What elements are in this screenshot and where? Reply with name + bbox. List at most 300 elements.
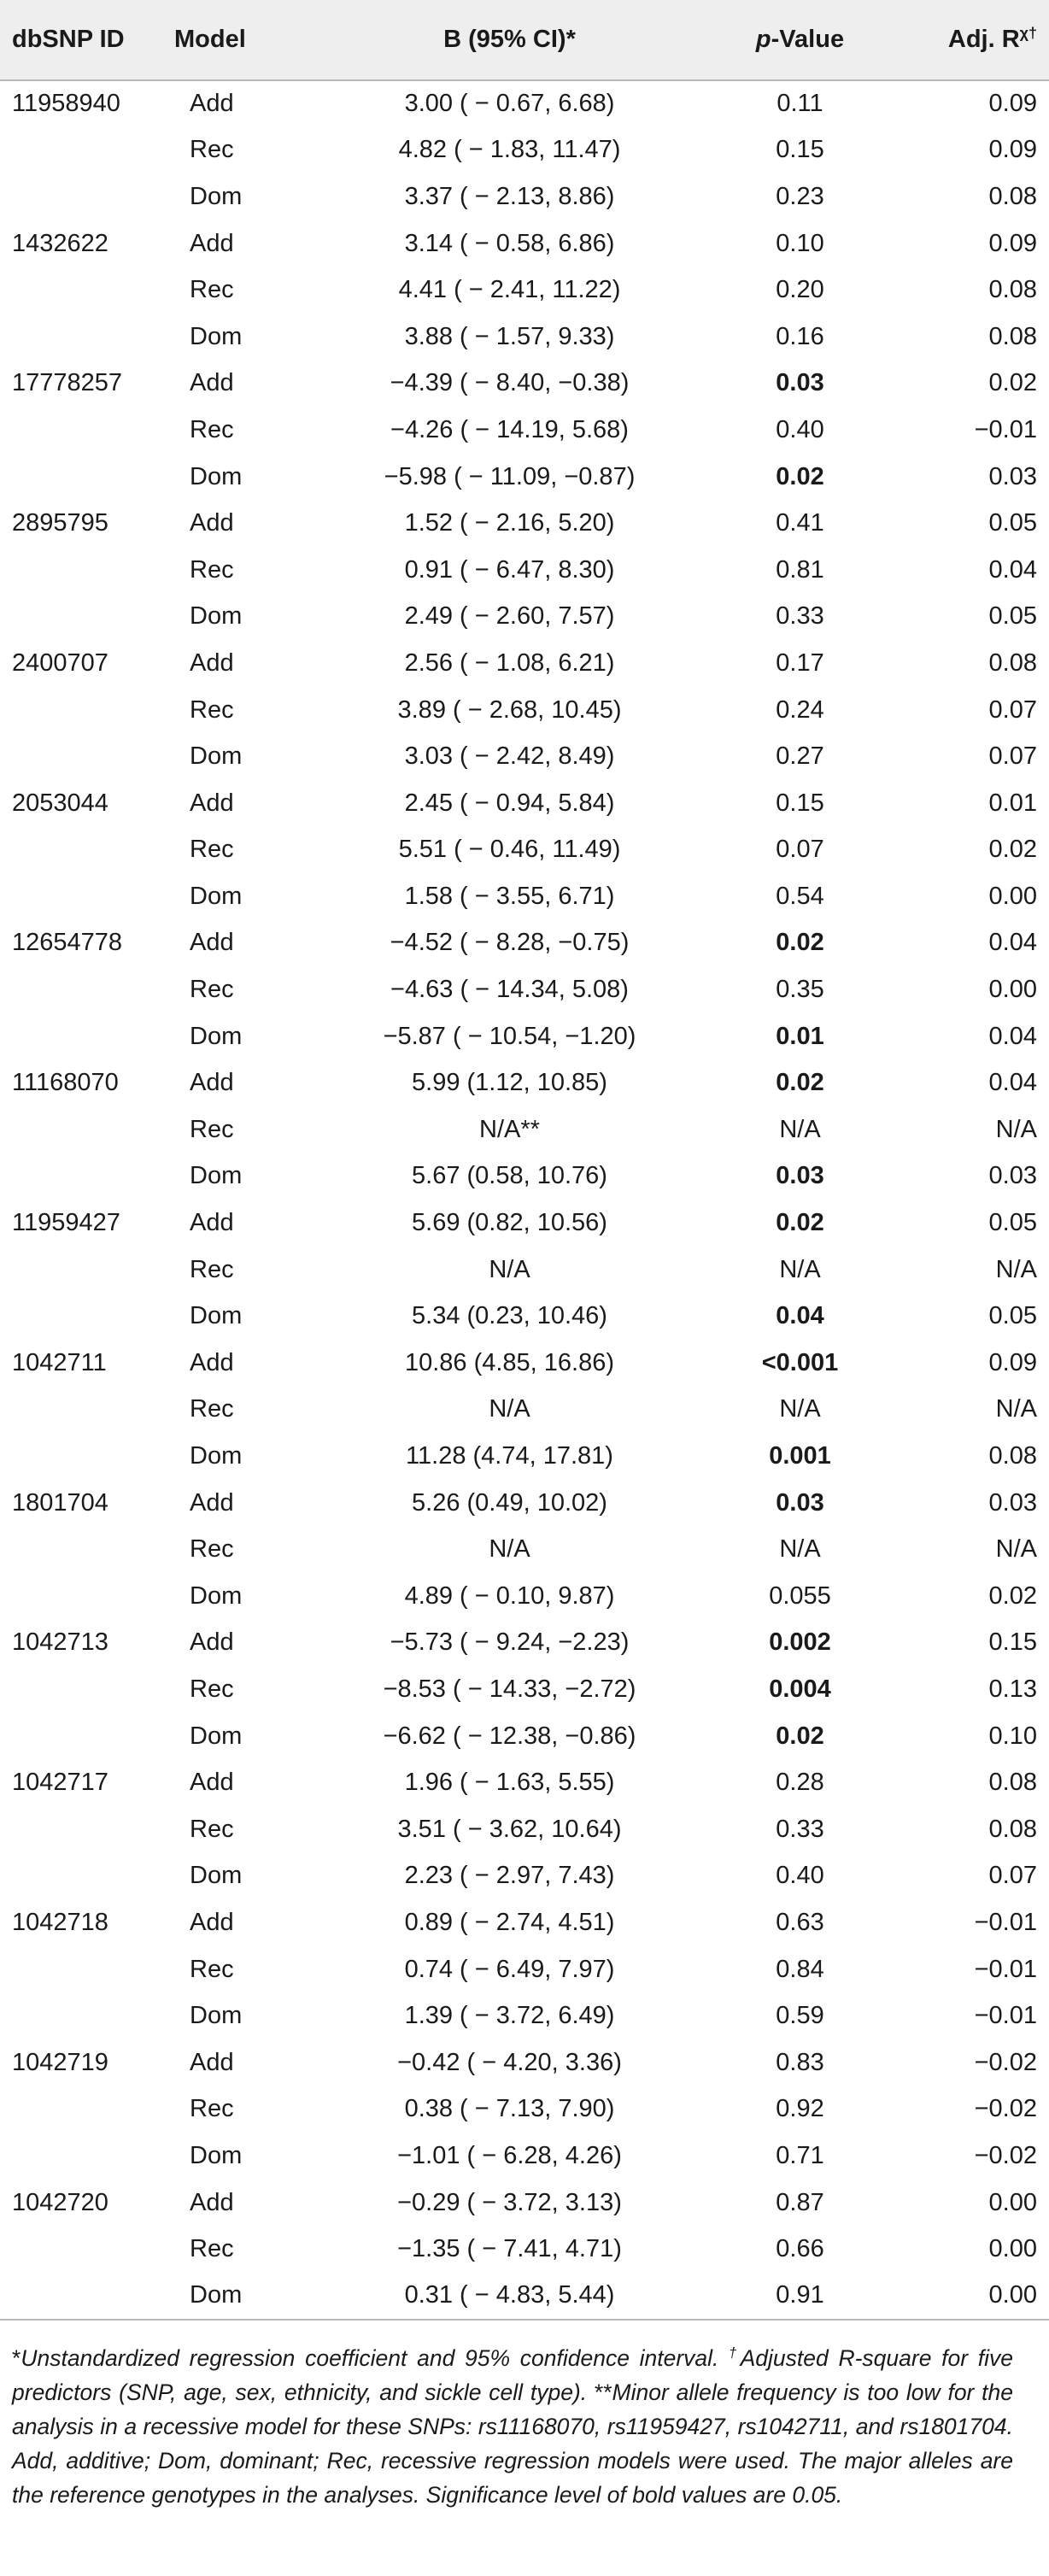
footnote-dstar-text: Minor allele frequency is too low for the analysis in a recessive model for these SNPs: rs11168070, rs11959427, rs1042711, and rs1801704. Add, additive; Dom, dominant; Rec, recessive regression models were used. The major alleles are the reference genotypes in the analyses. Significance level of bold values are 0.05. [12,2379,1013,2508]
cell-p-value: 0.17 [776,648,824,677]
cell-adj-r: 0.15 [988,1628,1037,1657]
cell-dbsnp-id: 12654778 [12,929,123,957]
table-row [0,361,1049,408]
cell-p-value: 0.20 [776,276,824,304]
cell-adj-r: 0.09 [988,229,1037,257]
cell-model: Rec [190,836,234,864]
cell-model: Rec [190,1395,234,1423]
cell-adj-r: N/A [995,1535,1037,1564]
cell-p-value: 0.24 [776,695,824,724]
cell-p-value: 0.87 [776,2188,824,2216]
table-row [0,454,1049,501]
footnote-dagger-text: Adjusted R-square for five predictors (SNP, age, sex, ethnicity, and sickle cell type). [12,2345,1013,2405]
cell-coefficient: 3.51 ( − 3.62, 10.64) [397,1815,622,1843]
cell-coefficient: 11.28 (4.74, 17.81) [406,1442,613,1470]
table-row [0,1293,1049,1340]
cell-p-value: 0.02 [776,1722,824,1750]
cell-model: Rec [190,136,234,164]
table-row [0,127,1049,174]
cell-adj-r: N/A [995,1115,1037,1143]
header-p-rest: -Value [771,26,845,53]
table-row [0,1899,1049,1946]
cell-dbsnp-id [0,1247,174,1294]
cell-model: Add [190,1908,234,1936]
table-row [0,1666,1049,1713]
cell-dbsnp-id: 1801704 [12,1488,108,1517]
cell-dbsnp-id: 1042717 [12,1769,108,1797]
table-row [0,1059,1049,1106]
cell-model: Dom [190,322,243,350]
cell-p-value: 0.11 [776,90,823,118]
table-row [0,2180,1049,2227]
cell-dbsnp-id: 1042713 [12,1628,108,1657]
table-row [0,1620,1049,1667]
header-coefficient-label: B (95% CI) [443,26,566,53]
cell-dbsnp-id: 11168070 [12,1069,119,1097]
cell-p-value: 0.03 [776,1162,824,1190]
cell-coefficient: −1.35 ( − 7.41, 4.71) [397,2235,622,2263]
table-row [0,1573,1049,1620]
cell-adj-r: 0.09 [988,136,1037,164]
cell-model: Rec [190,2235,234,2263]
cell-model: Add [190,90,234,118]
cell-dbsnp-id: 1432622 [12,229,108,257]
cell-p-value: 0.35 [776,976,824,1004]
cell-adj-r: N/A [995,1395,1037,1423]
cell-adj-r: 0.05 [988,1209,1037,1237]
cell-p-value: N/A [779,1535,821,1564]
table-row [0,1106,1049,1153]
cell-p-value: 0.10 [776,229,824,257]
header-dbsnp-label: dbSNP ID [12,26,125,53]
cell-adj-r: −0.01 [974,415,1037,443]
cell-adj-r: 0.03 [988,1162,1037,1190]
cell-dbsnp-id [0,2226,174,2273]
cell-model: Add [190,789,234,817]
cell-dbsnp-id: 1042719 [12,2048,108,2076]
cell-coefficient: N/A [489,1535,530,1564]
table-row [0,1433,1049,1480]
cell-adj-r: 0.09 [988,90,1037,118]
cell-coefficient: N/A [489,1395,530,1423]
cell-adj-r: −0.02 [974,2048,1037,2076]
cell-coefficient: 5.69 (0.82, 10.56) [412,1209,607,1237]
cell-p-value: 0.055 [769,1581,831,1610]
cell-model: Add [190,929,234,957]
cell-dbsnp-id [0,1387,174,1434]
cell-coefficient: 10.86 (4.85, 16.86) [404,1348,615,1376]
table-row [0,594,1049,641]
cell-p-value: 0.15 [776,789,824,817]
header-coefficient [302,0,717,80]
table-row [0,2273,1049,2320]
cell-p-value: 0.001 [769,1442,831,1470]
cell-adj-r: −0.01 [974,1955,1037,1983]
cell-dbsnp-id [0,1013,174,1060]
cell-coefficient: 0.38 ( − 7.13, 7.90) [404,2095,615,2123]
table-row [0,827,1049,874]
cell-adj-r: 0.00 [988,882,1037,910]
cell-dbsnp-id: 11959427 [12,1209,120,1237]
table-row [0,687,1049,734]
cell-coefficient: −6.62 ( − 12.38, −0.86) [383,1722,636,1750]
cell-model: Rec [190,1675,234,1703]
cell-model: Dom [190,1022,243,1050]
cell-adj-r: 0.02 [988,836,1037,864]
cell-model: Dom [190,1722,243,1750]
table-row [0,966,1049,1013]
cell-p-value: 0.15 [776,136,824,164]
cell-dbsnp-id: 2053044 [12,789,108,817]
cell-model: Add [190,1348,234,1376]
cell-dbsnp-id [0,173,174,220]
cell-dbsnp-id [0,2086,174,2133]
table-row [0,1806,1049,1853]
table-row [0,407,1049,454]
cell-dbsnp-id [0,1666,174,1713]
cell-dbsnp-id [0,733,174,780]
cell-coefficient: 1.39 ( − 3.72, 6.49) [404,2002,615,2030]
table-row [0,2086,1049,2133]
cell-coefficient: 3.88 ( − 1.57, 9.33) [404,322,615,350]
footnote-dstar-mark: ** [594,2379,612,2405]
cell-p-value: 0.02 [776,1069,824,1097]
cell-adj-r: 0.08 [988,1815,1037,1843]
cell-model: Rec [190,976,234,1004]
table-row [0,780,1049,827]
cell-p-value: 0.02 [776,1209,824,1237]
cell-adj-r: 0.03 [988,1488,1037,1517]
cell-dbsnp-id [0,1433,174,1480]
table-row [0,80,1049,127]
cell-adj-r: N/A [995,1255,1037,1283]
cell-coefficient: 3.37 ( − 2.13, 8.86) [404,182,615,210]
cell-coefficient: −5.87 ( − 10.54, −1.20) [383,1022,636,1050]
cell-model: Dom [190,1162,243,1190]
cell-dbsnp-id [0,2273,174,2320]
table-row [0,500,1049,547]
cell-coefficient: 3.00 ( − 0.67, 6.68) [404,90,615,118]
cell-model: Add [190,1769,234,1797]
cell-model: Add [190,648,234,677]
cell-model: Dom [190,602,243,631]
cell-model: Rec [190,415,234,443]
cell-dbsnp-id [0,547,174,594]
cell-adj-r: −0.01 [974,2002,1037,2030]
cell-dbsnp-id: 17778257 [12,369,123,397]
cell-p-value: 0.40 [776,1862,824,1890]
cell-coefficient: 2.45 ( − 0.94, 5.84) [404,789,615,817]
cell-adj-r: 0.02 [988,369,1037,397]
cell-coefficient: 5.99 (1.12, 10.85) [412,1069,607,1097]
cell-dbsnp-id [0,127,174,174]
cell-adj-r: 0.08 [988,648,1037,677]
cell-dbsnp-id [0,827,174,874]
cell-p-value: 0.02 [776,462,824,490]
cell-model: Dom [190,182,243,210]
table-row [0,2133,1049,2180]
cell-model: Add [190,509,234,537]
header-adj-r-label: Adj. R [947,26,1020,53]
cell-coefficient: −4.63 ( − 14.34, 5.08) [390,976,629,1004]
cell-dbsnp-id [0,2133,174,2180]
cell-p-value: 0.54 [776,882,824,910]
cell-p-value: 0.23 [776,182,824,210]
cell-adj-r: −0.02 [974,2095,1037,2123]
cell-adj-r: 0.02 [988,1581,1037,1610]
cell-model: Add [190,1069,234,1097]
cell-p-value: 0.91 [717,2273,883,2320]
cell-p-value: 0.84 [776,1955,824,1983]
cell-adj-r: 0.08 [988,182,1037,210]
cell-coefficient: 5.51 ( − 0.46, 11.49) [398,836,621,864]
cell-model: Dom [190,2002,243,2030]
cell-p-value: 0.66 [776,2235,824,2263]
cell-adj-r: 0.00 [988,2188,1037,2216]
cell-dbsnp-id: 11958940 [12,90,120,118]
cell-adj-r: 0.07 [988,742,1037,771]
cell-coefficient: −5.73 ( − 9.24, −2.23) [390,1628,630,1657]
cell-p-value: 0.07 [776,836,824,864]
cell-model: Add [190,229,234,257]
cell-dbsnp-id [0,594,174,641]
cell-coefficient: 0.31 ( − 4.83, 5.44) [302,2273,717,2320]
table-row [0,1013,1049,1060]
cell-dbsnp-id [0,1853,174,1900]
cell-dbsnp-id [0,1573,174,1620]
table-row [0,1247,1049,1294]
table-row [0,2226,1049,2273]
cell-adj-r: 0.05 [988,1302,1037,1330]
header-row [0,0,1049,80]
cell-coefficient: 2.23 ( − 2.97, 7.43) [404,1862,615,1890]
table-footnote [12,2341,1013,2512]
cell-dbsnp-id [0,1992,174,2039]
cell-coefficient: 3.89 ( − 2.68, 10.45) [397,695,622,724]
table-row [0,1200,1049,1247]
cell-model: Dom [190,1862,243,1890]
cell-coefficient: 3.03 ( − 2.42, 8.49) [404,742,615,771]
cell-adj-r: 0.03 [988,462,1037,490]
table-row [0,733,1049,780]
cell-coefficient: 4.41 ( − 2.41, 11.22) [398,276,621,304]
cell-coefficient: −0.29 ( − 3.72, 3.13) [397,2188,622,2216]
cell-adj-r: 0.08 [988,1769,1037,1797]
cell-adj-r: 0.08 [988,276,1037,304]
cell-dbsnp-id: 1042718 [12,1908,108,1936]
cell-adj-r: 0.04 [988,1022,1037,1050]
cell-coefficient: 0.89 ( − 2.74, 4.51) [404,1908,615,1936]
cell-coefficient: 5.26 (0.49, 10.02) [412,1488,607,1517]
cell-adj-r: −0.01 [974,1908,1037,1936]
table-row [0,1759,1049,1806]
cell-coefficient: −8.53 ( − 14.33, −2.72) [383,1675,636,1703]
cell-p-value: 0.63 [776,1908,824,1936]
table-row [0,1946,1049,1993]
table-row [0,1992,1049,2039]
footnote-star-mark: * [12,2345,21,2371]
cell-adj-r: 0.05 [988,602,1037,631]
cell-p-value: 0.004 [769,1675,831,1703]
table-row [0,873,1049,920]
table-row [0,220,1049,267]
cell-p-value: N/A [779,1395,821,1423]
cell-p-value: 0.28 [776,1769,824,1797]
cell-p-value: 0.92 [776,2095,824,2123]
cell-dbsnp-id [0,1293,174,1340]
cell-model: Dom [190,742,243,771]
cell-coefficient: −5.98 ( − 11.09, −0.87) [384,462,636,490]
cell-adj-r: 0.00 [988,976,1037,1004]
cell-adj-r: 0.00 [883,2273,1049,2320]
cell-dbsnp-id [0,1806,174,1853]
cell-dbsnp-id [0,1713,174,1760]
cell-model: Rec [190,695,234,724]
cell-coefficient: −4.26 ( − 14.19, 5.68) [390,415,629,443]
cell-model: Dom [190,882,243,910]
cell-model: Add [190,2188,234,2216]
table-row [0,1713,1049,1760]
cell-p-value: 0.16 [776,322,824,350]
cell-p-value: 0.59 [776,2002,824,2030]
footnote-dagger-mark: † [729,2345,741,2362]
cell-adj-r: 0.08 [988,1442,1037,1470]
cell-coefficient: N/A [489,1255,530,1283]
table-row [0,640,1049,687]
cell-coefficient: 5.67 (0.58, 10.76) [412,1162,607,1190]
table-row [0,920,1049,967]
cell-p-value: 0.04 [776,1302,824,1330]
cell-p-value: 0.27 [776,742,824,771]
cell-dbsnp-id [0,966,174,1013]
header-adj-r [883,0,1049,80]
cell-coefficient: −4.39 ( − 8.40, −0.38) [390,369,630,397]
header-dbsnp-id [0,0,174,80]
cell-adj-r: 0.13 [988,1675,1037,1703]
table-row [0,1387,1049,1434]
table-row [0,1153,1049,1200]
table-row [0,1526,1049,1573]
cell-model: Rec [190,1815,234,1843]
cell-dbsnp-id [0,1153,174,1200]
cell-model: Add [190,1209,234,1237]
cell-coefficient: 2.56 ( − 1.08, 6.21) [404,648,615,677]
table-row [0,314,1049,361]
cell-adj-r: 0.04 [988,555,1037,584]
cell-adj-r: 0.07 [988,1862,1037,1890]
cell-model: Add [190,1628,234,1657]
footnote-star-text: Unstandardized regression coefficient and 95% confidence interval. [21,2345,730,2371]
cell-adj-r: 0.04 [988,929,1037,957]
cell-coefficient: 3.14 ( − 0.58, 6.86) [404,229,615,257]
cell-dbsnp-id [0,1526,174,1573]
cell-coefficient: 0.91 ( − 6.47, 8.30) [404,555,615,584]
cell-p-value: 0.01 [776,1022,824,1050]
cell-model: Rec [190,1255,234,1283]
cell-p-value: 0.33 [776,1815,824,1843]
cell-adj-r: 0.08 [988,322,1037,350]
cell-p-value: 0.33 [776,602,824,631]
cell-adj-r: 0.09 [988,1348,1037,1376]
cell-coefficient: 0.74 ( − 6.49, 7.97) [404,1955,615,1983]
cell-coefficient: −1.01 ( − 6.28, 4.26) [397,2141,622,2169]
cell-p-value: 0.03 [776,1488,824,1517]
cell-coefficient: −4.52 ( − 8.28, −0.75) [390,929,630,957]
cell-coefficient: 1.58 ( − 3.55, 6.71) [404,882,615,910]
cell-adj-r: 0.01 [988,789,1037,817]
cell-model: Add [190,2048,234,2076]
table-header [0,0,1049,80]
cell-dbsnp-id: 1042711 [12,1348,107,1376]
table-row [0,1853,1049,1900]
cell-coefficient: 5.34 (0.23, 10.46) [412,1302,607,1330]
cell-model: Add [190,1488,234,1517]
cell-p-value: N/A [779,1255,821,1283]
table-row [0,1340,1049,1387]
cell-adj-r: −0.02 [974,2141,1037,2169]
table-row [0,2039,1049,2086]
cell-model: Rec [190,1535,234,1564]
cell-coefficient: N/A** [479,1115,540,1143]
cell-coefficient: 1.96 ( − 1.63, 5.55) [404,1769,615,1797]
cell-dbsnp-id [0,1946,174,1993]
cell-dbsnp-id: 2895795 [12,509,108,537]
cell-p-value: 0.40 [776,415,824,443]
cell-adj-r: 0.07 [988,695,1037,724]
cell-dbsnp-id [0,454,174,501]
table-row [0,173,1049,220]
table-body [0,80,1049,2320]
header-model-label: Model [174,26,246,53]
cell-coefficient: 4.89 ( − 0.10, 9.87) [404,1581,615,1610]
cell-dbsnp-id: 1042720 [12,2188,108,2216]
cell-p-value: 0.83 [776,2048,824,2076]
header-coefficient-mark: * [566,26,576,53]
cell-dbsnp-id [0,1106,174,1153]
header-adj-r-sup: χ† [1019,24,1037,42]
cell-model: Dom [190,1302,243,1330]
cell-model: Rec [190,2095,234,2123]
cell-model: Add [190,369,234,397]
table-row [0,267,1049,314]
cell-p-value: 0.71 [776,2141,824,2169]
cell-model: Dom [190,2141,243,2169]
header-model [174,0,302,80]
cell-coefficient: 2.49 ( − 2.60, 7.57) [404,602,615,631]
cell-p-value: 0.41 [776,509,824,537]
cell-p-value: N/A [779,1115,821,1143]
cell-p-value: 0.81 [776,555,824,584]
cell-p-value: <0.001 [761,1348,839,1376]
cell-model: Dom [190,1442,243,1470]
cell-model: Dom [190,462,243,490]
cell-coefficient: −0.42 ( − 4.20, 3.36) [397,2048,622,2076]
cell-model: Rec [190,555,234,584]
table-row [0,1480,1049,1527]
cell-adj-r: 0.04 [988,1069,1037,1097]
cell-dbsnp-id: 2400707 [12,648,108,677]
cell-coefficient: 1.52 ( − 2.16, 5.20) [404,509,615,537]
cell-dbsnp-id [0,407,174,454]
cell-model: Rec [190,1955,234,1983]
cell-p-value: 0.002 [769,1628,831,1657]
cell-coefficient: 4.82 ( − 1.83, 11.47) [398,136,621,164]
cell-model: Rec [190,276,234,304]
cell-dbsnp-id [0,267,174,314]
cell-model: Dom [174,2273,302,2320]
header-p-value [717,0,883,80]
table-row [0,547,1049,594]
